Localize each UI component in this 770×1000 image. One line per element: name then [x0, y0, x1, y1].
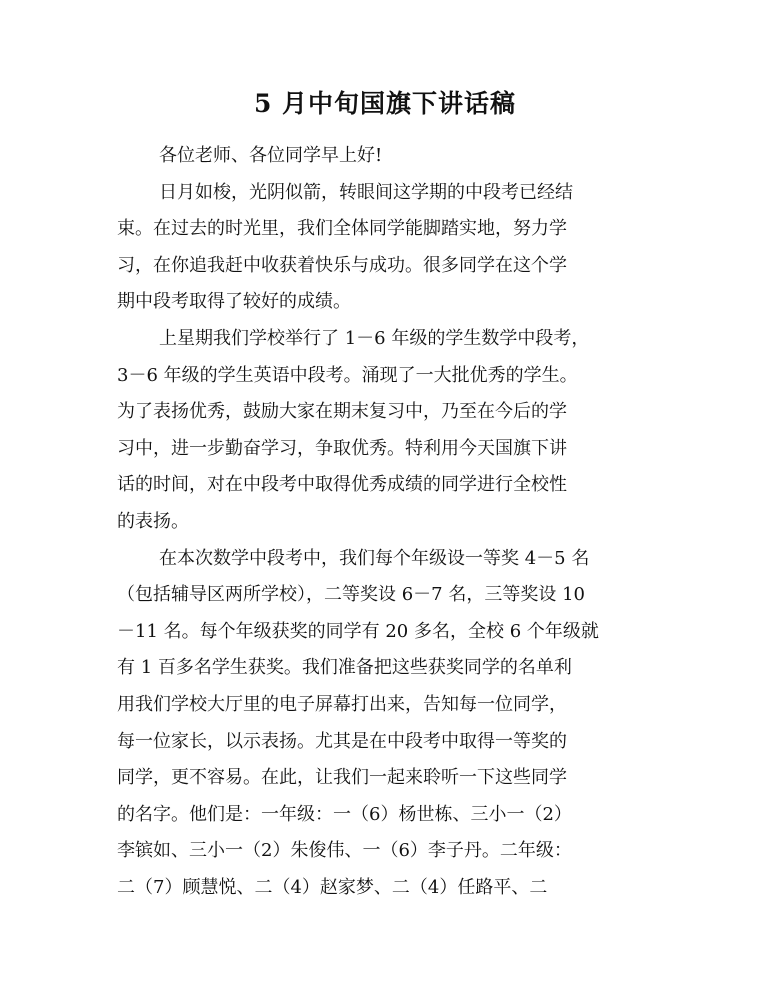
text-line: 话的时间，对在中段考中取得优秀成绩的同学进行全校性: [117, 474, 567, 496]
text-line: －11 名。每个年级获奖的同学有 20 多名，全校 6 个年级就: [117, 620, 599, 642]
text-line: 用我们学校大厅里的电子屏幕打出来，告知每一位同学，: [117, 693, 567, 715]
text-line: 有 1 百多名学生获奖。我们准备把这些获奖同学的名单利: [117, 657, 572, 679]
text-line: 的表扬。: [117, 510, 189, 532]
text-line: 每一位家长，以示表扬。尤其是在中段考中取得一等奖的: [117, 730, 567, 752]
text-line: 各位老师、各位同学早上好!: [159, 145, 383, 166]
text-line: （包括辅导区两所学校），二等奖设 6－7 名，三等奖设 10: [117, 584, 585, 606]
text-line: 束。在过去的时光里，我们全体同学能脚踏实地，努力学: [117, 218, 567, 240]
text-line: 在本次数学中段考中，我们每个年级设一等奖 4－5 名: [159, 547, 590, 569]
text-line: 李镔如、三小一（2）朱俊伟、一（6）李子丹。二年级：: [117, 840, 572, 862]
text-line: 为了表扬优秀，鼓励大家在期末复习中，乃至在今后的学: [117, 401, 567, 423]
text-line: 日月如梭，光阴似箭，转眼间这学期的中段考已经结: [159, 181, 573, 203]
text-line: 习，在你追我赶中收获着快乐与成功。很多同学在这个学: [117, 254, 567, 276]
text-line: 的名字。他们是：一年级：一（6）杨世栋、三小一（2）: [117, 803, 572, 825]
text-line: 同学，更不容易。在此，让我们一起来聆听一下这些同学: [117, 767, 567, 789]
text-line: 期中段考取得了较好的成绩。: [117, 291, 351, 313]
text-line: 3－6 年级的学生英语中段考。涌现了一大批优秀的学生。: [117, 364, 578, 386]
text-line: 二（7）顾慧悦、二（4）赵家梦、二（4）任路平、二: [117, 876, 548, 898]
page-title: 5 月中旬国旗下讲话稿: [253, 89, 517, 118]
text-line: 习中，进一步勤奋学习，争取优秀。特利用今天国旗下讲: [117, 437, 567, 459]
text-line: 上星期我们学校举行了 1－6 年级的学生数学中段考，: [159, 327, 590, 349]
document-body: [117, 138, 677, 906]
